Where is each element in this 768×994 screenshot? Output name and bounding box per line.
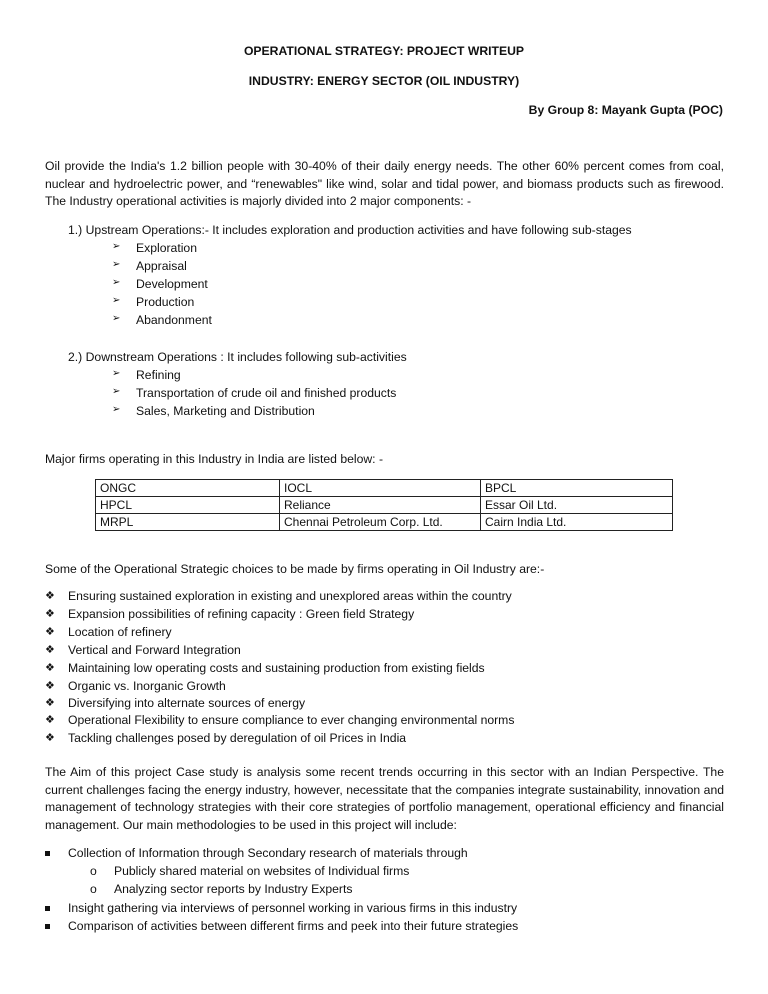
table-cell: ONGC [96, 480, 280, 497]
document-subtitle: INDUSTRY: ENERGY SECTOR (OIL INDUSTRY) [248, 74, 520, 88]
downstream-heading: 2.) Downstream Operations : It includes following sub-activities [68, 350, 407, 364]
table-cell: Chennai Petroleum Corp. Ltd. [280, 514, 481, 531]
diamond-bullet-icon: ❖ [45, 590, 55, 602]
diamond-bullet-icon: ❖ [45, 662, 55, 674]
diamond-bullet-icon: ❖ [45, 714, 55, 726]
table-cell: Reliance [280, 497, 481, 514]
arrow-bullet-icon: ➢ [112, 241, 121, 252]
square-bullet-icon [45, 924, 50, 929]
table-cell: Cairn India Ltd. [481, 514, 673, 531]
author-byline: By Group 8: Mayank Gupta (POC) [528, 103, 723, 117]
upstream-heading: 1.) Upstream Operations:- It includes exploration and production activities and have following sub-stages [68, 223, 632, 237]
square-bullet-icon [45, 851, 50, 856]
arrow-bullet-icon: ➢ [112, 368, 121, 379]
firms-table [95, 479, 673, 531]
choices-intro: Some of the Operational Strategic choices to be made by firms operating in Oil Industry are:- [45, 562, 545, 576]
arrow-bullet-icon: ➢ [112, 295, 121, 306]
circle-bullet-icon: o [90, 864, 97, 878]
diamond-bullet-icon: ❖ [45, 697, 55, 709]
table-cell: MRPL [96, 514, 280, 531]
firms-intro: Major firms operating in this Industry in India are listed below: - [45, 452, 384, 466]
arrow-bullet-icon: ➢ [112, 277, 121, 288]
diamond-bullet-icon: ❖ [45, 608, 55, 620]
arrow-bullet-icon: ➢ [112, 404, 121, 415]
intro-paragraph: Oil provide the India's 1.2 billion people with 30-40% of their daily energy needs. The other 60% percent comes from coal, nuclear and hydroelectric power, and “renewables" like wind, solar and tidal power, and biomass products such as firewood. The Industry operational activities is majorly divided into 2 major components: - [45, 159, 724, 208]
table-cell: BPCL [481, 480, 673, 497]
table-row [96, 514, 673, 531]
circle-bullet-icon: o [90, 882, 97, 896]
document-title: OPERATIONAL STRATEGY: PROJECT WRITEUP [243, 44, 525, 58]
document-page: OPERATIONAL STRATEGY: PROJECT WRITEUP INDUSTRY: ENERGY SECTOR (OIL INDUSTRY) By Group 8: Mayank Gupta (POC) Oil provide the India's 1.2 billion people with 30-40% of their daily energy needs. The other 60% percent comes from coal, nuclear and hydroelectric power, and “renewables" like wind, solar and tidal power, and biomass products such as firewood. The Industry operational activities is majorly divided into 2 major components: - 1.) Upstream Operations:- It includes exploration and production activities and have following sub-stages ➢ Exploration ➢ Appraisal ➢ Development ➢ Production ➢ Abandonment 2.) Downstream Operations : It includes following sub-activities ➢ Refining ➢ Transportation of crude oil and finished products ➢ Sales, Marketing and Distribution Major firms operating in this Industry in India are listed below: - ONGC IOCL BPCL HPCL Reliance Essar Oil Ltd. MRPL Chennai Petroleum Corp. Ltd. Cairn India Ltd. Some of the Operational Strategic choices to be made by firms operating in Oil Industry are:- ❖ Ensuring sustained exploration in existing and unexplored areas within the country ❖ Expansion possibilities of refining capacity : Green field Strategy ❖ Location of refinery ❖ Vertical and Forward Integration ❖ Maintaining low operating costs and sustaining production from existing fields ❖ Organic vs. Inorganic Growth ❖ Diversifying into alternate sources of energy ❖ Operational Flexibility to ensure compliance to ever changing environmental norms ❖ Tackling challenges posed by deregulation of oil Prices in India The Aim of this project Case study is analysis some recent trends occurring in this sector with an Indian Perspective. The current challenges facing the energy industry, however, necessitate that the companies integrate sustainability, innovation and management of technology strategies with their core strategies of portfolio management, operational efficiency and financial management. Our main methodologies to be used in this project will include: Collection of Information through Secondary research of materials through o Publicly shared material on websites of Individual firms o Analyzing sector reports by Industry Experts Insight gathering via interviews of personnel working in various firms in this industry Comparison of activities between different firms and peek into their future strategies [0, 0, 768, 994]
arrow-bullet-icon: ➢ [112, 386, 121, 397]
square-bullet-icon [45, 906, 50, 911]
table-cell: Essar Oil Ltd. [481, 497, 673, 514]
table-row [96, 497, 673, 514]
arrow-bullet-icon: ➢ [112, 259, 121, 270]
diamond-bullet-icon: ❖ [45, 732, 55, 744]
diamond-bullet-icon: ❖ [45, 626, 55, 638]
diamond-bullet-icon: ❖ [45, 644, 55, 656]
diamond-bullet-icon: ❖ [45, 680, 55, 692]
aim-paragraph: The Aim of this project Case study is analysis some recent trends occurring in this sector with an Indian Perspective. The current challenges facing the energy industry, however, necessitate that the companies integrate sustainability, innovation and management of technology strategies with their core strategies of portfolio management, operational efficiency and financial management. Our main methodologies to be used in this project will include: [45, 765, 724, 832]
table-cell: IOCL [280, 480, 481, 497]
table-cell: HPCL [96, 497, 280, 514]
arrow-bullet-icon: ➢ [112, 313, 121, 324]
table-row [96, 480, 673, 497]
